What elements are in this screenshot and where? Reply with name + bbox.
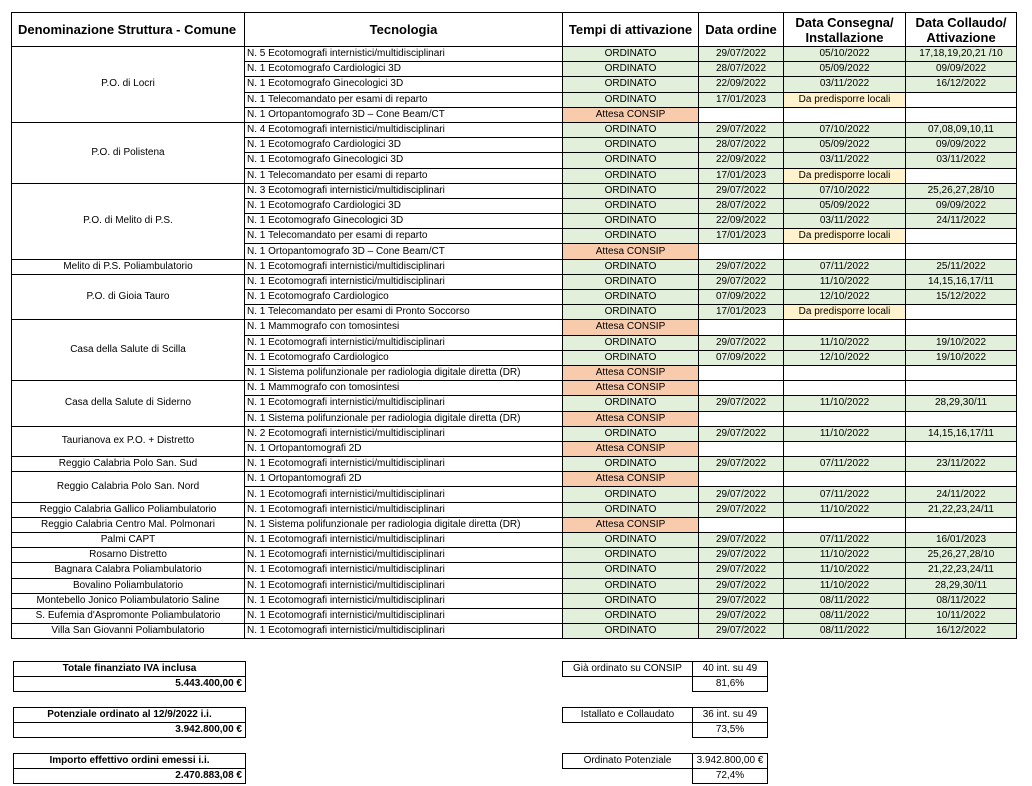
delivery-date-cell: 11/10/2022 [784,548,906,563]
potential-ordered-box [13,707,246,738]
test-date-cell: 28,29,30/11 [906,396,1017,411]
table-row [12,472,1017,487]
header-activation: Tempi di attivazione [563,13,699,47]
test-date-cell: 19/10/2022 [906,335,1017,350]
table-row [12,183,1017,198]
technology-cell: N. 1 Ortopantomografo 3D – Cone Beam/CT [245,107,563,122]
structure-name: P.O. di Gioia Tauro [12,274,245,320]
header-row [12,13,1017,47]
structure-name: Villa San Giovanni Poliambulatorio [12,624,245,639]
test-date-cell: 17,18,19,20,21 /10 [906,47,1017,62]
activation-status: ORDINATO [563,305,699,320]
order-date-cell: 29/07/2022 [699,487,784,502]
activation-status: ORDINATO [563,274,699,289]
delivery-date-cell: 11/10/2022 [784,563,906,578]
delivery-date-cell: 08/11/2022 [784,608,906,623]
technology-cell: N. 1 Ecotomografi internistici/multidisciplinari [245,457,563,472]
technology-cell: N. 1 Mammografo con tomosintesi [245,320,563,335]
order-date-cell: 22/09/2022 [699,214,784,229]
activation-status: ORDINATO [563,502,699,517]
activation-status: Attesa CONSIP [563,411,699,426]
technology-cell: N. 1 Ortopantomografi 2D [245,441,563,456]
structure-name: Taurianova ex P.O. + Distretto [12,426,245,456]
delivery-date-cell: 03/11/2022 [784,153,906,168]
order-date-cell: 29/07/2022 [699,533,784,548]
technology-cell: N. 1 Ecotomografi internistici/multidisciplinari [245,274,563,289]
header-technology: Tecnologia [245,13,563,47]
order-date-cell [699,517,784,532]
test-date-cell [906,320,1017,335]
technology-cell: N. 1 Ecotomografi internistici/multidisciplinari [245,548,563,563]
delivery-date-cell: 07/10/2022 [784,122,906,137]
activation-status: Attesa CONSIP [563,441,699,456]
effective-orders-value: 2.470.883,08 € [14,769,246,784]
technology-cell: N. 1 Ecotomografo Ginecologici 3D [245,77,563,92]
delivery-date-cell [784,441,906,456]
technology-cell: N. 1 Ecotomografi internistici/multidisciplinari [245,259,563,274]
delivery-date-cell: 11/10/2022 [784,335,906,350]
activation-status: Attesa CONSIP [563,517,699,532]
test-date-cell [906,305,1017,320]
order-date-cell [699,441,784,456]
delivery-date-cell [784,107,906,122]
technology-cell: N. 1 Ortopantomografo 3D – Cone Beam/CT [245,244,563,259]
structure-name: Reggio Calabria Polo San. Nord [12,472,245,502]
delivery-date-cell: 05/10/2022 [784,47,906,62]
technology-cell: N. 1 Ecotomografi internistici/multidisciplinari [245,563,563,578]
technology-cell: N. 1 Ecotomografi internistici/multidisciplinari [245,624,563,639]
structure-name: Casa della Salute di Scilla [12,320,245,381]
table-row [12,259,1017,274]
test-date-cell [906,229,1017,244]
order-date-cell: 22/09/2022 [699,77,784,92]
consip-ordered-label: Già ordinato su CONSIP [563,662,693,677]
activation-status: Attesa CONSIP [563,365,699,380]
order-date-cell: 28/07/2022 [699,62,784,77]
table-row [12,578,1017,593]
delivery-date-cell: 07/11/2022 [784,457,906,472]
test-date-cell: 16/01/2023 [906,533,1017,548]
delivery-date-cell: 11/10/2022 [784,578,906,593]
technology-cell: N. 1 Telecomandato per esami di Pronto Soccorso [245,305,563,320]
structure-name: Bovalino Poliambulatorio [12,578,245,593]
order-date-cell: 07/09/2022 [699,350,784,365]
activation-status: ORDINATO [563,578,699,593]
delivery-date-cell: 05/09/2022 [784,198,906,213]
delivery-date-cell [784,472,906,487]
table-row [12,624,1017,639]
delivery-date-cell: 12/10/2022 [784,350,906,365]
delivery-date-cell: 03/11/2022 [784,77,906,92]
order-date-cell [699,244,784,259]
activation-status: ORDINATO [563,214,699,229]
order-date-cell [699,381,784,396]
order-date-cell: 17/01/2023 [699,92,784,107]
test-date-cell: 23/11/2022 [906,457,1017,472]
header-testing: Data Collaudo/ Attivazione [906,13,1017,47]
delivery-date-cell: 11/10/2022 [784,426,906,441]
order-date-cell: 29/07/2022 [699,426,784,441]
activation-status: ORDINATO [563,62,699,77]
activation-status: ORDINATO [563,168,699,183]
technology-cell: N. 1 Ecotomografo Cardiologico [245,290,563,305]
order-date-cell [699,107,784,122]
structure-name: P.O. di Polistena [12,122,245,183]
delivery-date-cell: 07/11/2022 [784,533,906,548]
structure-name: Palmi CAPT [12,533,245,548]
order-date-cell [699,365,784,380]
test-date-cell [906,441,1017,456]
consip-ordered-pct: 81,6% [693,677,768,692]
installed-value: 36 int. su 49 [693,708,768,723]
test-date-cell [906,168,1017,183]
test-date-cell: 21,22,23,24/11 [906,502,1017,517]
test-date-cell: 09/09/2022 [906,198,1017,213]
technology-cell: N. 3 Ecotomografi internistici/multidisciplinari [245,183,563,198]
structure-name: Reggio Calabria Polo San. Sud [12,457,245,472]
activation-status: ORDINATO [563,47,699,62]
activation-status: ORDINATO [563,92,699,107]
structure-name: P.O. di Melito di P.S. [12,183,245,259]
delivery-date-cell [784,411,906,426]
table-row [12,548,1017,563]
activation-status: ORDINATO [563,533,699,548]
total-financed-box [13,661,246,692]
delivery-date-cell: 11/10/2022 [784,502,906,517]
table-row [12,502,1017,517]
structure-name: Reggio Calabria Centro Mal. Polmonari [12,517,245,532]
delivery-date-cell: 03/11/2022 [784,214,906,229]
technology-cell: N. 1 Sistema polifunzionale per radiologia digitale diretta (DR) [245,365,563,380]
delivery-date-cell: Da predisporre locali [784,92,906,107]
technology-cell: N. 1 Telecomandato per esami di reparto [245,229,563,244]
table-row [12,457,1017,472]
test-date-cell [906,365,1017,380]
test-date-cell: 16/12/2022 [906,624,1017,639]
delivery-date-cell: 05/09/2022 [784,62,906,77]
activation-status: ORDINATO [563,548,699,563]
activation-status: ORDINATO [563,122,699,137]
order-date-cell: 29/07/2022 [699,47,784,62]
technology-cell: N. 1 Ortopantomografi 2D [245,472,563,487]
technology-cell: N. 1 Ecotomografi internistici/multidisciplinari [245,396,563,411]
technology-cell: N. 5 Ecotomografi internistici/multidisciplinari [245,47,563,62]
technology-cell: N. 1 Sistema polifunzionale per radiologia digitale diretta (DR) [245,411,563,426]
order-date-cell: 29/07/2022 [699,563,784,578]
technology-cell: N. 1 Telecomandato per esami di reparto [245,92,563,107]
test-date-cell [906,381,1017,396]
technology-cell: N. 2 Ecotomografi internistici/multidisciplinari [245,426,563,441]
test-date-cell: 16/12/2022 [906,77,1017,92]
order-date-cell [699,320,784,335]
test-date-cell: 24/11/2022 [906,487,1017,502]
activation-status: ORDINATO [563,396,699,411]
installed-label: Istallato e Collaudato [563,708,693,723]
delivery-date-cell: 05/09/2022 [784,138,906,153]
technology-cell: N. 1 Ecotomografi internistici/multidisciplinari [245,593,563,608]
test-date-cell: 24/11/2022 [906,214,1017,229]
delivery-date-cell [784,365,906,380]
header-delivery: Data Consegna/ Installazione [784,13,906,47]
delivery-date-cell: 11/10/2022 [784,274,906,289]
order-date-cell: 29/07/2022 [699,122,784,137]
table-row [12,320,1017,335]
activation-status: Attesa CONSIP [563,472,699,487]
test-date-cell: 28,29,30/11 [906,578,1017,593]
test-date-cell [906,411,1017,426]
activation-status: Attesa CONSIP [563,381,699,396]
order-date-cell: 29/07/2022 [699,396,784,411]
delivery-date-cell: Da predisporre locali [784,305,906,320]
test-date-cell [906,92,1017,107]
delivery-date-cell [784,381,906,396]
order-date-cell: 29/07/2022 [699,593,784,608]
table-row [12,47,1017,62]
test-date-cell: 09/09/2022 [906,138,1017,153]
activation-status: ORDINATO [563,426,699,441]
activation-status: ORDINATO [563,624,699,639]
potential-label: Ordinato Potenziale [563,754,693,769]
total-financed-label: Totale finanziato IVA inclusa [14,662,246,677]
order-date-cell [699,472,784,487]
table-row [12,608,1017,623]
table-body [12,47,1017,639]
order-date-cell: 17/01/2023 [699,305,784,320]
technology-cell: N. 1 Ecotomografo Cardiologico [245,350,563,365]
total-financed-value: 5.443.400,00 € [14,677,246,692]
order-date-cell: 17/01/2023 [699,168,784,183]
delivery-date-cell: 11/10/2022 [784,396,906,411]
structure-name: Reggio Calabria Gallico Poliambulatorio [12,502,245,517]
table-row [12,533,1017,548]
installed-pct: 73,5% [693,723,768,738]
delivery-date-cell: 08/11/2022 [784,593,906,608]
table-row [12,274,1017,289]
test-date-cell: 14,15,16,17/11 [906,274,1017,289]
technology-cell: N. 1 Ecotomografo Cardiologici 3D [245,62,563,77]
table-row [12,381,1017,396]
activation-status: Attesa CONSIP [563,107,699,122]
activation-status: ORDINATO [563,259,699,274]
activation-status: ORDINATO [563,183,699,198]
test-date-cell [906,244,1017,259]
structure-name: Bagnara Calabra Poliambulatorio [12,563,245,578]
potential-box [562,753,768,784]
activation-status: ORDINATO [563,229,699,244]
delivery-date-cell [784,244,906,259]
delivery-date-cell [784,517,906,532]
test-date-cell: 19/10/2022 [906,350,1017,365]
order-date-cell: 07/09/2022 [699,290,784,305]
order-date-cell: 29/07/2022 [699,183,784,198]
test-date-cell: 07,08,09,10,11 [906,122,1017,137]
header-order-date: Data ordine [699,13,784,47]
technology-cell: N. 1 Ecotomografi internistici/multidisciplinari [245,335,563,350]
potential-ordered-label: Potenziale ordinato al 12/9/2022 i.i. [14,708,246,723]
consip-ordered-value: 40 int. su 49 [693,662,768,677]
order-date-cell: 29/07/2022 [699,259,784,274]
test-date-cell: 14,15,16,17/11 [906,426,1017,441]
order-date-cell: 17/01/2023 [699,229,784,244]
activation-status: ORDINATO [563,593,699,608]
activation-status: ORDINATO [563,350,699,365]
activation-status: Attesa CONSIP [563,244,699,259]
table-row [12,122,1017,137]
structure-name: Montebello Jonico Poliambulatorio Saline [12,593,245,608]
activation-status: ORDINATO [563,138,699,153]
technology-cell: N. 1 Ecotomografi internistici/multidisciplinari [245,533,563,548]
technology-cell: N. 1 Ecotomografi internistici/multidisciplinari [245,502,563,517]
effective-orders-box [13,753,246,784]
technology-cell: N. 1 Ecotomografo Ginecologici 3D [245,214,563,229]
test-date-cell [906,472,1017,487]
order-date-cell [699,411,784,426]
test-date-cell: 15/12/2022 [906,290,1017,305]
test-date-cell: 08/11/2022 [906,593,1017,608]
structure-name: Melito di P.S. Poliambulatorio [12,259,245,274]
order-date-cell: 28/07/2022 [699,138,784,153]
table-row [12,426,1017,441]
test-date-cell: 25,26,27,28/10 [906,183,1017,198]
order-date-cell: 29/07/2022 [699,502,784,517]
order-date-cell: 29/07/2022 [699,578,784,593]
technology-cell: N. 1 Ecotomografo Cardiologici 3D [245,138,563,153]
table-row [12,517,1017,532]
technology-cell: N. 1 Ecotomografi internistici/multidisciplinari [245,578,563,593]
technology-cell: N. 1 Telecomandato per esami di reparto [245,168,563,183]
table-row [12,563,1017,578]
test-date-cell: 09/09/2022 [906,62,1017,77]
order-date-cell: 29/07/2022 [699,624,784,639]
delivery-date-cell: 08/11/2022 [784,624,906,639]
delivery-date-cell [784,320,906,335]
technology-cell: N. 1 Ecotomografo Cardiologici 3D [245,198,563,213]
order-date-cell: 22/09/2022 [699,153,784,168]
order-date-cell: 29/07/2022 [699,608,784,623]
activation-status: ORDINATO [563,290,699,305]
order-date-cell: 29/07/2022 [699,335,784,350]
test-date-cell: 10/11/2022 [906,608,1017,623]
delivery-date-cell: 12/10/2022 [784,290,906,305]
activation-status: ORDINATO [563,335,699,350]
potential-value: 3.942.800,00 € [693,754,768,769]
order-date-cell: 29/07/2022 [699,457,784,472]
technology-cell: N. 1 Ecotomografo Ginecologici 3D [245,153,563,168]
potential-ordered-value: 3.942.800,00 € [14,723,246,738]
activation-status: ORDINATO [563,153,699,168]
test-date-cell [906,517,1017,532]
activation-status: Attesa CONSIP [563,320,699,335]
consip-ordered-box [562,661,768,692]
test-date-cell: 03/11/2022 [906,153,1017,168]
installed-box [562,707,768,738]
technology-cell: N. 1 Ecotomografi internistici/multidisciplinari [245,487,563,502]
structure-name: P.O. di Locri [12,47,245,123]
delivery-date-cell: Da predisporre locali [784,168,906,183]
header-structure: Denominazione Struttura - Comune [12,13,245,47]
delivery-date-cell: 07/11/2022 [784,487,906,502]
technology-cell: N. 4 Ecotomografi internistici/multidisciplinari [245,122,563,137]
activation-status: ORDINATO [563,457,699,472]
table-row [12,593,1017,608]
activation-status: ORDINATO [563,487,699,502]
activation-status: ORDINATO [563,77,699,92]
order-date-cell: 28/07/2022 [699,198,784,213]
test-date-cell: 25,26,27,28/10 [906,548,1017,563]
structure-name: S. Eufemia d'Aspromonte Poliambulatorio [12,608,245,623]
test-date-cell [906,107,1017,122]
structure-name: Rosarno Distretto [12,548,245,563]
technology-cell: N. 1 Sistema polifunzionale per radiologia digitale diretta (DR) [245,517,563,532]
delivery-date-cell: 07/11/2022 [784,259,906,274]
technology-cell: N. 1 Mammografo con tomosintesi [245,381,563,396]
test-date-cell: 21,22,23,24/11 [906,563,1017,578]
structure-name: Casa della Salute di Siderno [12,381,245,427]
order-date-cell: 29/07/2022 [699,274,784,289]
activation-status: ORDINATO [563,563,699,578]
test-date-cell: 25/11/2022 [906,259,1017,274]
potential-pct: 72,4% [693,769,768,784]
delivery-date-cell: 07/10/2022 [784,183,906,198]
equipment-table [11,12,1017,639]
delivery-date-cell: Da predisporre locali [784,229,906,244]
order-date-cell: 29/07/2022 [699,548,784,563]
activation-status: ORDINATO [563,198,699,213]
effective-orders-label: Importo effettivo ordini emessi i.i. [14,754,246,769]
technology-cell: N. 1 Ecotomografi internistici/multidisciplinari [245,608,563,623]
activation-status: ORDINATO [563,608,699,623]
